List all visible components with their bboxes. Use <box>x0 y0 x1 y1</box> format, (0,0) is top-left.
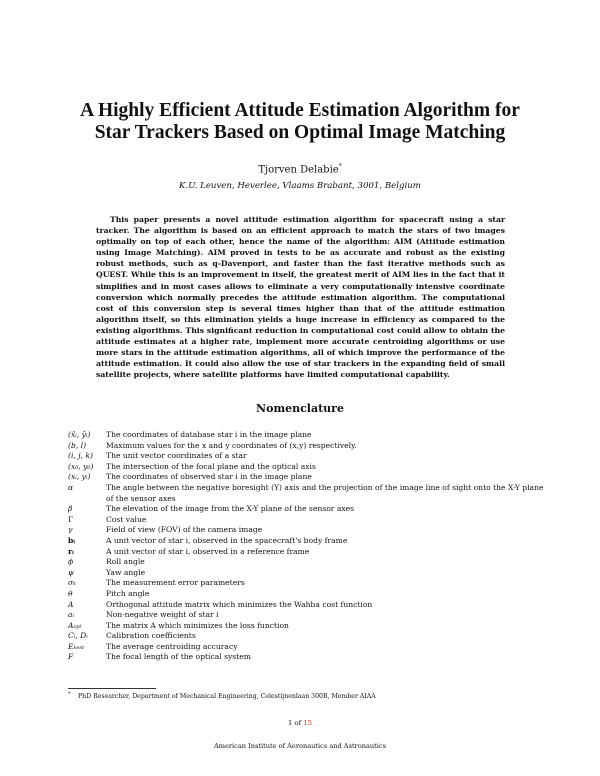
nomenclature-definition: Yaw angle <box>106 567 146 577</box>
nomenclature-definition: The matrix A which minimizes the loss function <box>106 620 289 630</box>
nomenclature-definition: The focal length of the optical system <box>106 652 251 662</box>
nomenclature-item <box>68 652 548 663</box>
title-line-2: Star Trackers Based on Optimal Image Matching <box>94 122 506 143</box>
nomenclature-item <box>68 631 548 642</box>
nomenclature-definition: A unit vector of star i, observed in the spacecraft's body frame <box>106 535 348 545</box>
nomenclature-definition: The angle between the negative boresight (Y) axis and the projection of the image line of sight onto the X-Y plane of the sensor axes <box>106 482 544 503</box>
nomenclature-definition: The average centroiding accuracy <box>106 641 238 651</box>
page-number <box>0 719 600 727</box>
nomenclature-definition: Field of view (FOV) of the camera image <box>106 525 263 535</box>
journal-name: American Institute of Aeronautics and Astronautics <box>213 742 386 750</box>
nomenclature-symbol: Cᵢ, Dᵢ <box>68 631 88 641</box>
nomenclature-symbol: (b, l) <box>68 440 87 450</box>
page-sep: of <box>292 719 304 727</box>
nomenclature-item <box>68 441 548 452</box>
nomenclature-item <box>68 451 548 462</box>
nomenclature-symbol: ϕ <box>68 557 74 567</box>
nomenclature-symbol: rᵢ <box>68 546 74 556</box>
nomenclature-symbol: (x̂ᵢ, ŷᵢ) <box>68 430 91 439</box>
nomenclature-symbol: γ <box>68 525 73 535</box>
nomenclature-symbol: (i, j, k) <box>68 451 93 461</box>
nomenclature-symbol: σₖ <box>68 578 76 588</box>
title-line-1: A Highly Efficient Attitude Estimation Algorithm for <box>80 100 520 121</box>
nomenclature-item <box>68 547 548 558</box>
paper-title <box>0 100 600 144</box>
nomenclature-symbol: A <box>68 599 74 609</box>
nomenclature-definition: Non-negative weight of star i <box>106 610 219 620</box>
nomenclature-symbol: bᵢ <box>68 535 76 545</box>
nomenclature-definition: The elevation of the image from the X-Y plane of the sensor axes <box>106 504 355 514</box>
nomenclature-item <box>68 483 548 504</box>
nomenclature-item <box>68 515 548 526</box>
nomenclature-symbol: aᵢ <box>68 610 75 620</box>
nomenclature-item <box>68 610 548 621</box>
nomenclature-definition: Maximum values for the x and y coordinates of (x,y) respectively. <box>106 440 357 450</box>
nomenclature-item <box>68 642 548 653</box>
nomenclature-list <box>68 430 548 663</box>
nomenclature-definition: The unit vector coordinates of a star <box>106 451 247 461</box>
author <box>0 163 600 175</box>
nomenclature-symbol: β <box>68 504 73 514</box>
nomenclature-definition: The measurement error parameters <box>106 578 245 588</box>
nomenclature-item <box>68 525 548 536</box>
nomenclature-item <box>68 568 548 579</box>
nomenclature-symbol: Aₒₚₜ <box>68 620 82 630</box>
nomenclature-definition: A unit vector of star i, observed in a reference frame <box>106 546 310 556</box>
footnote-mark: * <box>68 691 71 697</box>
nomenclature-item <box>68 578 548 589</box>
nomenclature-definition: The coordinates of observed star i in the image plane <box>106 472 312 482</box>
nomenclature-definition: Calibration coefficients <box>106 631 196 641</box>
nomenclature-item <box>68 430 548 441</box>
nomenclature-definition: Orthogonal attitude matrix which minimizes the Wahba cost function <box>106 599 373 609</box>
nomenclature-definition: Pitch angle <box>106 588 150 598</box>
nomenclature-definition: Roll angle <box>106 557 145 567</box>
nomenclature-heading: Nomenclature <box>256 402 344 415</box>
abstract: This paper presents a novel attitude estimation algorithm for spacecraft using a star tracker. The algorithm is based on an efficient approach to match the stars of two images optimally on top of each other, hence the name of the algorithm: AIM (Attitude estimation using Image Matching). AIM proved in tests to be as accurate and robust as the existing robust methods, such as q-Davenport, and faster than the fast iterative methods such as QUEST. While this is an improvement in itself, the greatest merit of AIM lies in the fact that it simplifies and in most cases allows to eliminate a very computationally intensive coordinate conversion which normally precedes the attitude estimation algorithm. The computational cost of this conversion step is several times higher than that of the attitude estimation algorithm itself, so this elimination yields a huge increase in efficiency as compared to the existing algorithms. This significant reduction in computational cost could allow to obtain the attitude estimates at a higher rate, implement more accurate centroiding algorithms or use more stars in the attitude estimation algorithms, all of which improve the performance of the attitude estimation. It could also allow the use of star trackers in the expanding field of small satellite projects, where satellite platforms have limited computational capability. <box>96 215 505 380</box>
page-total-link[interactable]: 15 <box>303 719 312 727</box>
author-footnote-mark: * <box>338 163 342 170</box>
nomenclature-definition: The coordinates of database star i in the image plane <box>106 430 312 439</box>
nomenclature-item <box>68 557 548 568</box>
nomenclature-symbol: α <box>68 482 74 492</box>
nomenclature-definition: The intersection of the focal plane and the optical axis <box>106 461 316 471</box>
nomenclature-item <box>68 621 548 632</box>
nomenclature-symbol: ψ <box>68 567 74 577</box>
nomenclature-symbol: Eₖₑₙₜ <box>68 641 85 651</box>
footnote: PhD Researcher, Department of Mechanical Engineering, Celestijnenlaan 300B, Member AIAA <box>78 693 376 700</box>
nomenclature-item <box>68 536 548 547</box>
nomenclature-symbol: F <box>68 652 74 662</box>
nomenclature-item <box>68 600 548 611</box>
nomenclature-definition: Cost value <box>106 514 147 524</box>
page-current: 1 <box>288 719 293 727</box>
nomenclature-item <box>68 504 548 515</box>
nomenclature-item <box>68 589 548 600</box>
nomenclature-symbol: (xᵢ, yᵢ) <box>68 472 91 482</box>
author-name: Tjorven Delabie <box>258 164 339 176</box>
affiliation: K.U. Leuven, Heverlee, Vlaams Brabant, 3001, Belgium <box>179 181 421 191</box>
nomenclature-symbol: (x₀, y₀) <box>68 461 94 471</box>
nomenclature-item <box>68 462 548 473</box>
footnote-rule <box>68 688 156 689</box>
nomenclature-item <box>68 472 548 483</box>
nomenclature-symbol: θ <box>68 588 73 598</box>
nomenclature-symbol: Γ <box>68 514 74 524</box>
